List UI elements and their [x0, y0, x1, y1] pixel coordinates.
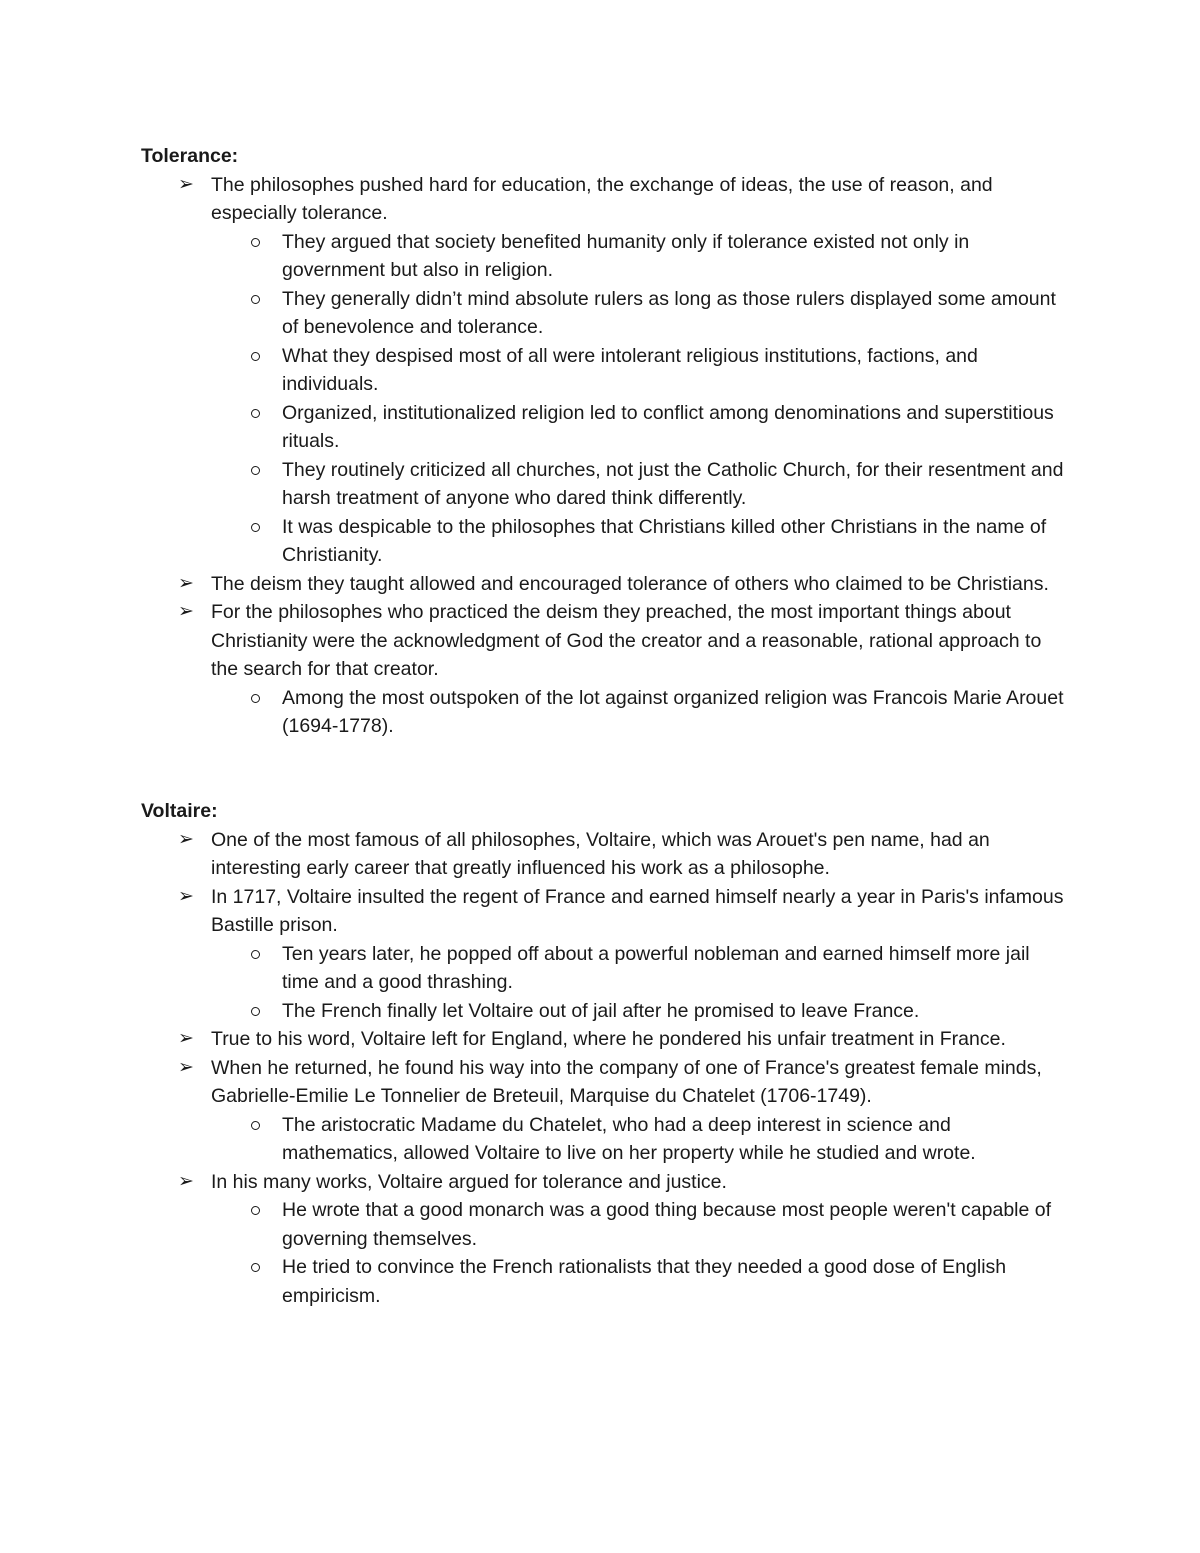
list-item	[141, 1025, 1071, 1054]
list-item-text: One of the most famous of all philosophes, Voltaire, which was Arouet's pen name, had an interesting early career that greatly influenced his work as a philosophe.	[211, 828, 990, 879]
list-item-text: In 1717, Voltaire insulted the regent of France and earned himself nearly a year in Paris's infamous Bastille prison.	[211, 885, 1064, 936]
circle-bullet-icon	[251, 1007, 260, 1016]
list-item	[141, 883, 1071, 940]
list-item	[141, 228, 1071, 285]
list-item	[141, 342, 1071, 399]
list-item	[141, 285, 1071, 342]
list-item-text: Ten years later, he popped off about a powerful nobleman and earned himself more jail time and a good thrashing.	[282, 942, 1030, 993]
circle-bullet-icon	[251, 1206, 260, 1215]
list-item	[141, 826, 1071, 883]
circle-bullet-icon	[251, 694, 260, 703]
list-item	[141, 1111, 1071, 1168]
arrow-bullet-icon: ➢	[178, 885, 194, 907]
list-item-text: He wrote that a good monarch was a good thing because most people weren't capable of governing themselves.	[282, 1199, 1052, 1250]
arrow-bullet-icon: ➢	[178, 601, 194, 622]
list-item	[141, 1253, 1071, 1310]
bullet-list	[141, 826, 1071, 1311]
arrow-bullet-icon: ➢	[178, 173, 194, 195]
circle-bullet-icon	[251, 352, 260, 361]
arrow-bullet-icon: ➢	[178, 572, 194, 594]
list-item-text: They argued that society benefited humanity only if tolerance existed not only in government but also in religion.	[282, 230, 970, 281]
list-item-text: For the philosophes who practiced the deism they preached, the most important things about Christianity were the acknowledgment of God the creator and a reasonable, rational approach to the search for that creator.	[211, 601, 1042, 680]
list-item	[141, 171, 1071, 228]
list-item-text: The aristocratic Madame du Chatelet, who had a deep interest in science and mathematics, allowed Voltaire to live on her property while he studied and wrote.	[282, 1113, 976, 1164]
list-item-text: They generally didn’t mind absolute rulers as long as those rulers displayed some amount of benevolence and tolerance.	[282, 287, 1056, 338]
list-item	[141, 997, 1071, 1026]
list-item-text: In his many works, Voltaire argued for tolerance and justice.	[211, 1170, 727, 1193]
circle-bullet-icon	[251, 1121, 260, 1130]
section-voltaire	[141, 797, 1071, 1310]
list-item	[141, 513, 1071, 570]
list-item-text: Among the most outspoken of the lot against organized religion was Francois Marie Arouet (1694-1778).	[282, 686, 1064, 737]
list-item-text: The deism they taught allowed and encouraged tolerance of others who claimed to be Christians.	[211, 572, 1049, 595]
arrow-bullet-icon: ➢	[178, 1028, 194, 1049]
circle-bullet-icon	[251, 1263, 260, 1272]
circle-bullet-icon	[251, 466, 260, 475]
list-item	[141, 940, 1071, 997]
list-item-text: He tried to convince the French rationalists that they needed a good dose of English empiricism.	[282, 1256, 1007, 1307]
arrow-bullet-icon: ➢	[178, 1056, 194, 1078]
list-item	[141, 1168, 1071, 1197]
circle-bullet-icon	[251, 409, 260, 418]
list-item	[141, 570, 1071, 599]
list-item-text: When he returned, he found his way into the company of one of France's greatest female minds, Gabrielle-Emilie Le Tonnelier de Breteuil, Marquise du Chatelet (1706-1749).	[211, 1056, 1042, 1107]
list-item-text: It was despicable to the philosophes that Christians killed other Christians in the name of Christianity.	[282, 515, 1047, 566]
section-tolerance	[141, 142, 1071, 741]
section-heading: Voltaire:	[141, 800, 218, 822]
circle-bullet-icon	[251, 238, 260, 247]
list-item	[141, 456, 1071, 513]
list-item	[141, 598, 1071, 684]
circle-bullet-icon	[251, 295, 260, 304]
list-item-text: Organized, institutionalized religion led to conflict among denominations and superstitious rituals.	[282, 401, 1054, 452]
list-item-text: The philosophes pushed hard for education, the exchange of ideas, the use of reason, and especially tolerance.	[211, 173, 993, 224]
arrow-bullet-icon: ➢	[178, 1170, 194, 1192]
list-item-text: They routinely criticized all churches, not just the Catholic Church, for their resentment and harsh treatment of anyone who dared think differently.	[282, 458, 1064, 509]
list-item	[141, 1196, 1071, 1253]
circle-bullet-icon	[251, 523, 260, 532]
list-item-text: What they despised most of all were intolerant religious institutions, factions, and individuals.	[282, 344, 978, 395]
section-heading: Tolerance:	[141, 145, 239, 167]
list-item	[141, 399, 1071, 456]
list-item	[141, 684, 1071, 741]
list-item	[141, 1054, 1071, 1111]
list-item-text: The French finally let Voltaire out of jail after he promised to leave France.	[282, 999, 920, 1022]
bullet-list	[141, 171, 1071, 741]
circle-bullet-icon	[251, 950, 260, 959]
arrow-bullet-icon: ➢	[178, 828, 194, 850]
list-item-text: True to his word, Voltaire left for England, where he pondered his unfair treatment in France.	[211, 1028, 1006, 1050]
